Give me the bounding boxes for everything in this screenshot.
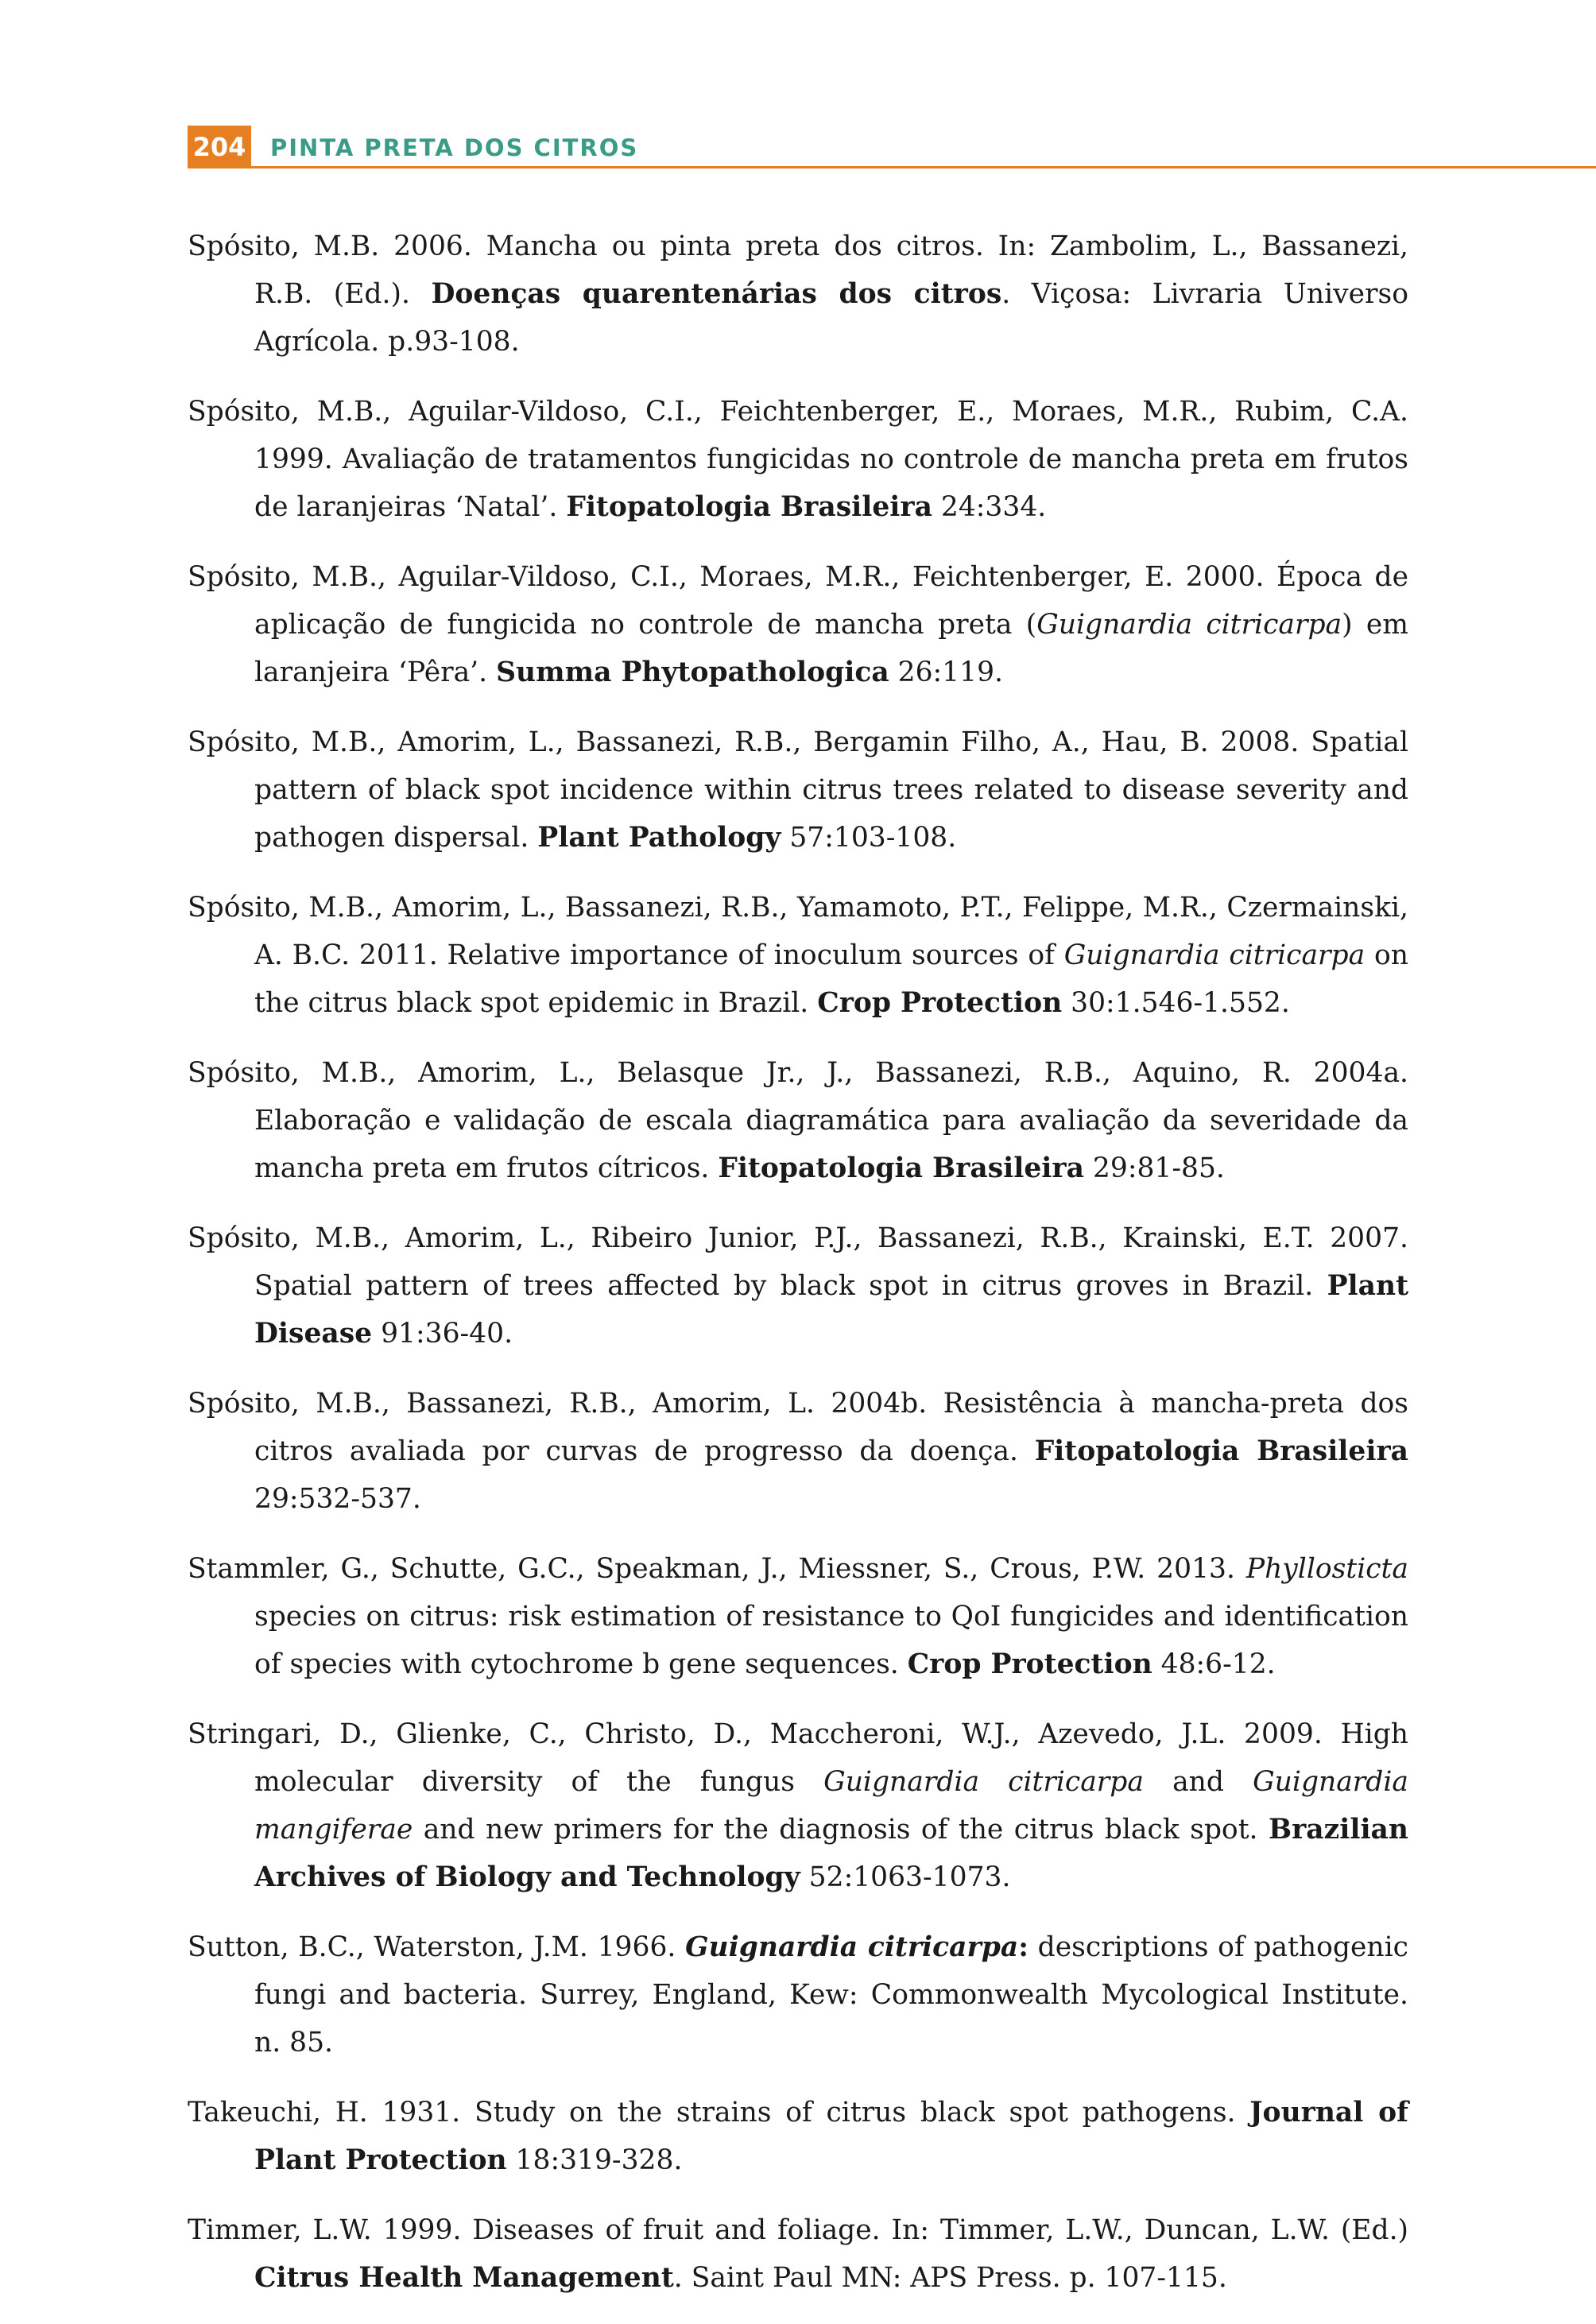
reference-text: 18:319-328. [506, 2144, 683, 2176]
reference-text: 91:36-40. [372, 1318, 513, 1350]
reference-bold-text: Doenças quarentenárias dos citros [431, 278, 1002, 310]
reference-italic-text: Guignardia citricarpa [1063, 939, 1366, 971]
reference-text: and new primers for the diagnosis of the citrus black spot. [413, 1814, 1269, 1846]
reference-text: 57:103-108. [781, 822, 957, 854]
reference-bold-text: Fitopatologia Brasileira [566, 491, 932, 523]
reference-list [188, 223, 1408, 2324]
running-title: PINTA PRETA DOS CITROS [270, 134, 639, 161]
reference-entry [188, 1049, 1408, 1192]
reference-bold-text: Plant Disease [254, 1270, 1408, 1350]
reference-text: on the citrus black spot epidemic in Brazil. [254, 939, 1408, 1019]
reference-text: Spósito, M.B., Bassanezi, R.B., Amorim, L. 2004b. Resistência à mancha-preta dos citros avaliada por curvas de progresso da doença. [188, 1388, 1408, 1467]
reference-bold-text: Crop Protection [907, 1648, 1152, 1680]
header-rule [251, 166, 1596, 168]
reference-text: 26:119. [889, 657, 1003, 688]
page-number: 204 [188, 126, 251, 168]
reference-text: 48:6-12. [1152, 1648, 1276, 1680]
reference-entry [188, 553, 1408, 696]
reference-text: Spósito, M.B. 2006. Mancha ou pinta preta dos citros. In: Zambolim, L., Bassanezi, R.B. (Ed.). [188, 230, 1408, 310]
reference-text: 29:81-85. [1083, 1152, 1225, 1184]
reference-bold-text: : [1018, 1931, 1028, 1963]
reference-text: 29:532-537. [254, 1483, 421, 1515]
reference-entry [188, 2089, 1408, 2184]
reference-entry [188, 2206, 1408, 2302]
reference-text: . Saint Paul MN: APS Press. p. 107-115. [673, 2262, 1227, 2294]
reference-entry [188, 719, 1408, 862]
reference-text: Spósito, M.B., Amorim, L., Ribeiro Junior, P.J., Bassanezi, R.B., Krainski, E.T. 2007. Spatial pattern of trees affected by black spot in citrus groves in Brazil. [188, 1222, 1408, 1302]
reference-text: species on citrus: risk estimation of resistance to QoI fungicides and identification of species with cytochrome b gene sequences. [254, 1601, 1408, 1680]
reference-text: Stringari, D., Glienke, C., Christo, D., Maccheroni, W.J., Azevedo, J.L. 2009. High molecular diversity of the fungus [188, 1718, 1408, 1798]
reference-text: 30:1.546-1.552. [1062, 987, 1290, 1019]
reference-text: ) em laranjeira ‘Pêra’. [254, 609, 1408, 688]
reference-italic-text: Guignardia citricarpa [1036, 609, 1342, 641]
reference-text: 52:1063-1073. [800, 1861, 1011, 1893]
reference-text: . Viçosa: Livraria Universo Agrícola. p.93-108. [254, 278, 1408, 358]
reference-bold-text: Crop Protection [817, 987, 1063, 1019]
reference-text: Stammler, G., Schutte, G.C., Speakman, J., Miessner, S., Crous, P.W. 2013. [188, 1553, 1246, 1585]
reference-italic-text: Guignardia mangiferae [254, 1766, 1408, 1846]
reference-entry [188, 884, 1408, 1027]
reference-text: Timmer, L.W. 1999. Diseases of fruit and foliage. In: Timmer, L.W., Duncan, L.W. (Ed.) [188, 2214, 1408, 2246]
reference-bold-text: Citrus Health Management [254, 2262, 674, 2294]
reference-text: Takeuchi, H. 1931. Study on the strains of citrus black spot pathogens. [188, 2097, 1250, 2128]
reference-entry [188, 388, 1408, 531]
reference-text: and [1143, 1766, 1253, 1798]
reference-bold-text: Fitopatologia Brasileira [718, 1152, 1084, 1184]
reference-italic-text: Guignardia citricarpa [685, 1931, 1019, 1963]
reference-text: Spósito, M.B., Amorim, L., Bassanezi, R.B., Yamamoto, P.T., Felippe, M.R., Czermainski, A. B.C. 2011. Relative importance of inoculum sources of [188, 892, 1408, 971]
reference-bold-text: Summa Phytopathologica [496, 657, 889, 688]
reference-text: Sutton, B.C., Waterston, J.M. 1966. [188, 1931, 686, 1963]
reference-entry [188, 1710, 1408, 1901]
reference-entry [188, 1545, 1408, 1688]
reference-text: Spósito, M.B., Aguilar-Vildoso, C.I., Feichtenberger, E., Moraes, M.R., Rubim, C.A. 1999. Avaliação de tratamentos fungicidas no controle de mancha preta em frutos de laranjeiras ‘Natal’. [188, 396, 1408, 523]
reference-text: Spósito, M.B., Aguilar-Vildoso, C.I., Moraes, M.R., Feichtenberger, E. 2000. Época de aplicação de fungicida no controle de mancha preta ( [188, 561, 1408, 641]
page-header [188, 126, 1596, 168]
reference-entry [188, 1214, 1408, 1358]
reference-bold-text: Journal of Plant Protection [254, 2097, 1408, 2176]
reference-text: Spósito, M.B., Amorim, L., Belasque Jr., J., Bassanezi, R.B., Aquino, R. 2004a. Elaboração e validação de escala diagramática para avaliação da severidade da mancha preta em frutos cítricos. [188, 1057, 1408, 1184]
reference-bold-text: Brazilian Archives of Biology and Technology [254, 1814, 1408, 1893]
reference-entry [188, 1923, 1408, 2066]
reference-bold-text: Plant Pathology [537, 822, 781, 854]
reference-text: 24:334. [932, 491, 1047, 523]
reference-text: Spósito, M.B., Amorim, L., Bassanezi, R.B., Bergamin Filho, A., Hau, B. 2008. Spatial pattern of black spot incidence within citrus trees related to disease severity and pathogen dispersal. [188, 726, 1408, 854]
reference-italic-text: Phyllosticta [1245, 1553, 1408, 1585]
reference-bold-text: Fitopatologia Brasileira [1034, 1435, 1408, 1467]
reference-entry [188, 223, 1408, 366]
reference-italic-text: Guignardia citricarpa [823, 1766, 1144, 1798]
reference-text: descriptions of pathogenic fungi and bacteria. Surrey, England, Kew: Commonwealth Mycological Institute. n. 85. [254, 1931, 1408, 2059]
reference-entry [188, 1380, 1408, 1523]
